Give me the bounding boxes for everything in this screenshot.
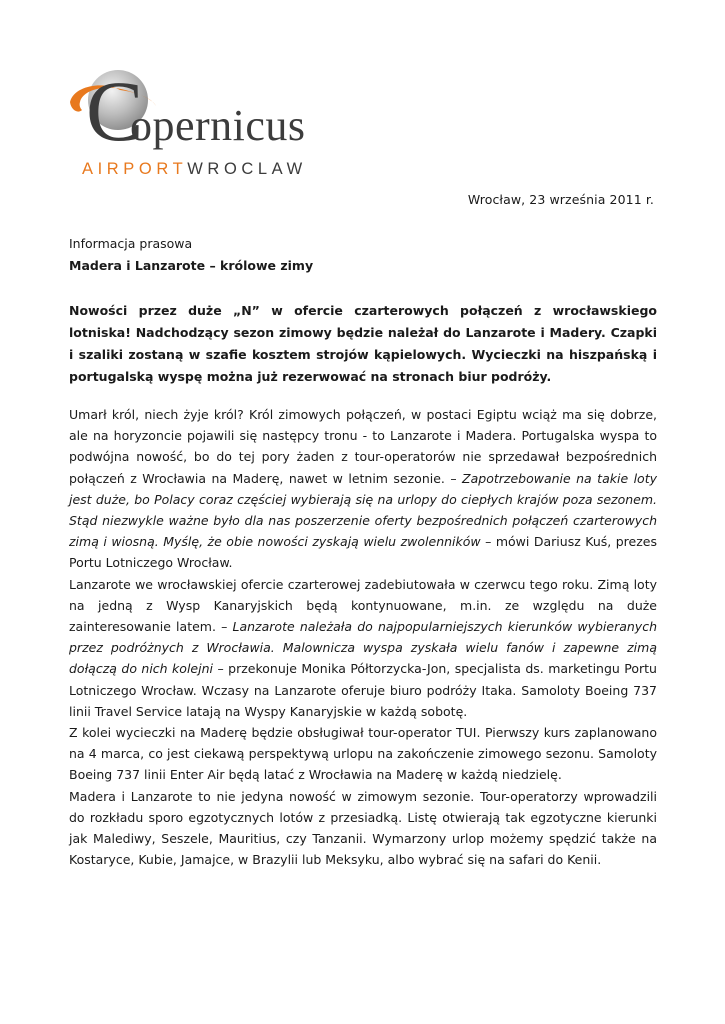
document-date: Wrocław, 23 września 2011 r. <box>467 192 654 207</box>
paragraph-2-text-b: – przekonuje Monika Półtorzycka-Jon, specjalista ds. marketingu Portu Lotniczego Wrocław. Wczasy na Lanzarote oferuje biuro podróży Itaka. Samoloty Boeing 737 linii Travel Service latają na Wyspy Kanaryjskie w każdą sobotę. <box>69 661 657 719</box>
paragraph-1-quote: Zapotrzebowanie na takie loty jest duże, bo Polacy coraz częściej wybierają się na urlopy do ciepłych krajów poza sezonem. Stąd niezwykle ważne było dla nas poszerzenie oferty bezpośrednich połączeń czarterowych zimą i wiosną. Myślę, że obie nowości zyskają wielu zwolenników <box>69 470 657 550</box>
document-title: Madera i Lanzarote – królowe zimy <box>69 258 314 273</box>
paragraph-2-text-a: Lanzarote we wrocławskiej ofercie czarterowej zadebiutowała w czerwcu tego roku. Zimą loty na jedną z Wysp Kanaryjskich będą kontynuowane, m.in. ze względu na duże zainteresowanie latem. – <box>69 576 657 635</box>
logo-tagline <box>82 160 307 178</box>
article-body <box>69 404 657 870</box>
logo-graphic <box>68 66 338 178</box>
paragraph-1-text-a: Umarł król, niech żyje król? Król zimowych połączeń, w postaci Egiptu wciąż ma się dobrze, ale na horyzoncie pojawili się następcy tronu - to Lanzarote i Madera. Portugalska wyspa to podwójna nowość, bo do tej pory żaden z tour-operatorów nie sprzedawał bezpośrednich połączeń z Wrocławia na Maderę, nawet w letnim sezonie. – <box>69 407 657 486</box>
document-type: Informacja prasowa <box>69 236 193 251</box>
logo-airport-word: AIRPORT <box>82 160 188 178</box>
lead-paragraph: Nowości przez duże „N” w ofercie czarterowych połączeń z wrocławskiego lotniska! Nadchodzący sezon zimowy będzie należał do Lanzarote i Madery. Czapki i szaliki zostaną w szafie kosztem strojów kąpielowych. Wycieczki na hiszpańską i portugalską wyspę można już rezerwować na stronach biur podróży. <box>69 303 657 384</box>
logo-brand-rest: opernicus <box>130 101 306 150</box>
paragraph-4: Madera i Lanzarote to nie jedyna nowość w zimowym sezonie. Tour-operatorzy wprowadzili do rozkładu sporo egzotycznych lotów z przesiadką. Listę otwierają tak egzotyczne kierunki jak Malediwy, Seszele, Mauritius, czy Tanzanii. Wymarzony urlop możemy spędzić także na Kostaryce, Kubie, Jamajce, w Brazylii lub Meksyku, albo wybrać się na safari do Kenii. <box>69 788 657 868</box>
orange-swoosh-tail <box>70 102 82 112</box>
logo-city-word: WROCLAW <box>187 160 307 178</box>
copernicus-airport-logo <box>68 66 338 178</box>
paragraph-2 <box>69 574 657 722</box>
logo-big-c: C <box>86 66 144 159</box>
paragraph-1 <box>69 404 657 574</box>
paragraph-3: Z kolei wycieczki na Maderę będzie obsługiwał tour-operator TUI. Pierwszy kurs zaplanowano na 4 marca, co jest ciekawą perspektywą urlopu na zakończenie zimowego sezonu. Samoloty Boeing 737 linii Enter Air będą latać z Wrocławia na Maderę w każdą niedzielę. <box>69 725 657 783</box>
paragraph-2-quote: Lanzarote należała do najpopularniejszych kierunków wybieranych przez podróżnych z Wrocławia. Malownicza wyspa zyskała wielu fanów i zapewne zimą dołączą do nich kolejni <box>69 619 658 677</box>
paragraph-1-text-b: – mówi Dariusz Kuś, prezes Portu Lotniczego Wrocław. <box>69 534 657 571</box>
